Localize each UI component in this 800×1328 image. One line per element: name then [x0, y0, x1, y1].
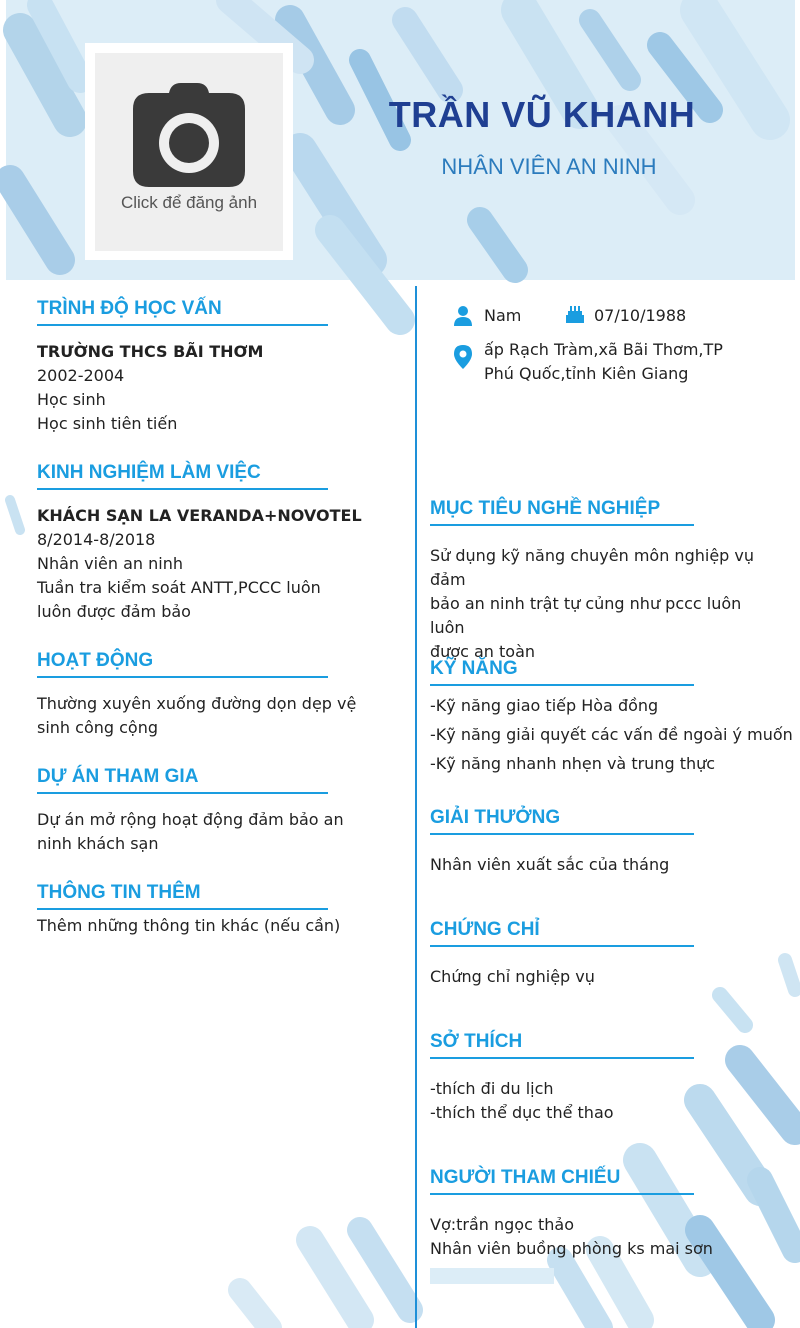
experience-company: KHÁCH SẠN LA VERANDA+NOVOTEL — [37, 506, 362, 525]
awards-section — [430, 807, 694, 877]
references-heading: NGƯỜI THAM CHIẾU — [430, 1167, 694, 1195]
objective-heading: MỤC TIÊU NGHỀ NGHIỆP — [430, 498, 694, 526]
skill-item: -Kỹ năng giao tiếp Hòa đồng — [430, 696, 659, 715]
reference-item: Vợ:trần ngọc thảo — [430, 1215, 574, 1234]
address-line-2: Phú Quốc,tỉnh Kiên Giang — [484, 364, 689, 383]
hobbies-heading: SỞ THÍCH — [430, 1031, 694, 1059]
experience-section — [37, 462, 362, 624]
skill-item: -Kỹ năng nhanh nhẹn và trung thực — [430, 754, 716, 773]
skills-heading: KỸ NĂNG — [430, 658, 694, 686]
education-school: TRƯỜNG THCS BÃI THƠM — [37, 342, 264, 361]
objective-line-3: được an toàn — [430, 642, 536, 661]
projects-heading: DỰ ÁN THAM GIA — [37, 766, 328, 794]
activities-line-2: sinh công cộng — [37, 718, 158, 737]
photo-upload[interactable] — [95, 53, 283, 251]
awards-heading: GIẢI THƯỞNG — [430, 807, 694, 835]
certificates-heading: CHỨNG CHỈ — [430, 919, 694, 947]
hobby-item: -thích thể dục thể thao — [430, 1103, 614, 1122]
hobby-item: -thích đi du lịch — [430, 1079, 554, 1098]
education-heading: TRÌNH ĐỘ HỌC VẤN — [37, 298, 328, 326]
activities-heading: HOẠT ĐỘNG — [37, 650, 328, 678]
education-note: Học sinh tiên tiến — [37, 414, 178, 433]
candidate-name: TRẦN VŨ KHANH — [388, 94, 696, 135]
experience-position: Nhân viên an ninh — [37, 554, 184, 573]
projects-line-2: ninh khách sạn — [37, 834, 159, 853]
activities-line-1: Thường xuyên xuống đường dọn dẹp vệ — [37, 694, 357, 713]
gender-value: Nam — [484, 306, 522, 325]
location-pin-icon — [454, 345, 472, 369]
skills-section — [430, 658, 793, 776]
birthday-cake-icon — [565, 304, 585, 324]
column-divider — [415, 286, 417, 1328]
objective-line-2: bảo an ninh trật tự củng như pccc luôn luôn — [430, 594, 742, 637]
objective-section — [430, 498, 769, 664]
reference-item: Nhân viên buồng phòng ks mai sơn — [430, 1239, 713, 1258]
awards-text: Nhân viên xuất sắc của tháng — [430, 855, 670, 874]
objective-line-1: Sử dụng kỹ năng chuyên môn nghiệp vụ đảm — [430, 546, 755, 589]
address-line-1: ấp Rạch Tràm,xã Bãi Thơm,TP — [484, 340, 723, 359]
references-section — [430, 1167, 713, 1261]
certificates-text: Chứng chỉ nghiệp vụ — [430, 967, 595, 986]
birthdate-value: 07/10/1988 — [594, 306, 687, 325]
more-info-heading: THÔNG TIN THÊM — [37, 882, 328, 910]
activities-section — [37, 650, 356, 740]
experience-period: 8/2014-8/2018 — [37, 530, 156, 549]
more-info-section — [37, 882, 340, 938]
skill-item: -Kỹ năng giải quyết các vấn đề ngoài ý muốn — [430, 725, 793, 744]
user-icon — [454, 306, 472, 326]
experience-heading: KINH NGHIỆM LÀM VIỆC — [37, 462, 328, 490]
projects-section — [37, 766, 344, 856]
experience-desc-line-1: Tuần tra kiểm soát ANTT,PCCC luôn — [37, 578, 321, 597]
photo-frame — [85, 43, 293, 260]
more-info-text: Thêm những thông tin khác (nếu cần) — [37, 916, 341, 935]
education-period: 2002-2004 — [37, 366, 125, 385]
certificates-section — [430, 919, 694, 989]
experience-desc-line-2: luôn được đảm bảo — [37, 602, 191, 621]
photo-upload-label: Click để đăng ảnh — [120, 193, 258, 212]
projects-line-1: Dự án mở rộng hoạt động đảm bảo an — [37, 810, 344, 829]
education-section — [37, 298, 328, 436]
education-role: Học sinh — [37, 390, 106, 409]
camera-icon — [133, 83, 245, 187]
job-title: NHÂN VIÊN AN NINH — [441, 154, 657, 179]
hobbies-section — [430, 1031, 694, 1125]
